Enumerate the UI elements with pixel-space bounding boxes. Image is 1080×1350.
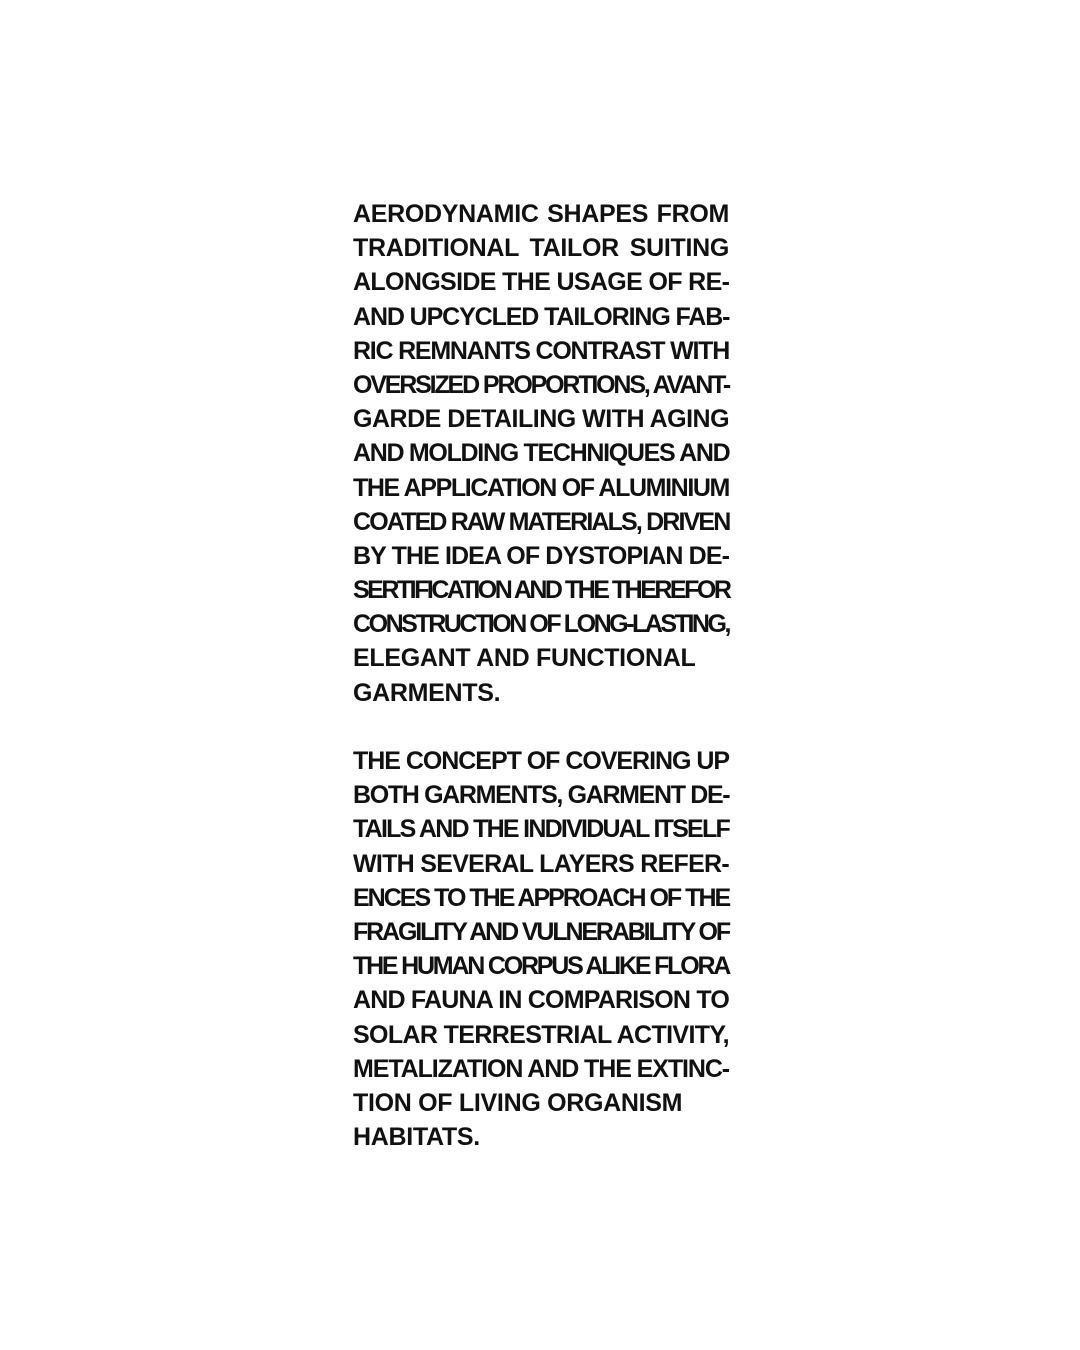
text-line: COATED RAW MATERIALS, DRIVEN (353, 507, 730, 536)
text-line: OVERSIZED PROPORTIONS, AVANT- (353, 370, 729, 399)
text-line: TION OF LIVING ORGANISM (353, 1088, 683, 1117)
text-line: CONSTRUCTION OF LONG-LASTING, (353, 610, 729, 639)
text-line: TAILS AND THE INDIVIDUAL ITSELF (353, 815, 729, 844)
text-line: THE APPLICATION OF ALUMINIUM (353, 473, 729, 502)
text-line: ALONGSIDE THE USAGE OF RE- (353, 268, 730, 297)
text-line: AND UPCYCLED TAILORING FAB- (353, 302, 730, 331)
text-line: TRADITIONAL TAILOR SUITING (353, 234, 729, 263)
text-line: ELEGANT AND FUNCTIONAL (353, 644, 696, 673)
text-line: RIC REMNANTS CONTRAST WITH (353, 336, 729, 365)
paragraph-covering-up-concept (353, 744, 729, 1154)
text-line: BY THE IDEA OF DYSTOPIAN DE- (353, 541, 729, 570)
text-line: FRAGILITY AND VULNERABILITY OF (353, 917, 729, 946)
text-line: THE HUMAN CORPUS ALIKE FLORA (353, 952, 730, 981)
text-line: GARMENTS. (353, 678, 501, 707)
text-line: BOTH GARMENTS, GARMENT DE- (353, 781, 730, 810)
text-line: THE CONCEPT OF COVERING UP (353, 747, 730, 775)
text-line: METALIZATION AND THE EXTINC- (353, 1054, 730, 1083)
text-line: AND FAUNA IN COMPARISON TO (353, 986, 729, 1015)
text-line: AERODYNAMIC SHAPES FROM (353, 200, 729, 228)
text-line: WITH SEVERAL LAYERS REFER- (353, 849, 729, 878)
text-line: ENCES TO THE APPROACH OF THE (353, 883, 730, 912)
paragraph-aerodynamic-shapes (353, 197, 729, 710)
text-line: SOLAR TERRESTRIAL ACTIVITY, (353, 1020, 729, 1049)
text-line: SERTIFICATION AND THE THEREFOR (353, 576, 730, 605)
text-line: HABITATS. (353, 1123, 480, 1152)
text-line: AND MOLDING TECHNIQUES AND (353, 439, 730, 468)
text-line: GARDE DETAILING WITH AGING (353, 405, 730, 434)
